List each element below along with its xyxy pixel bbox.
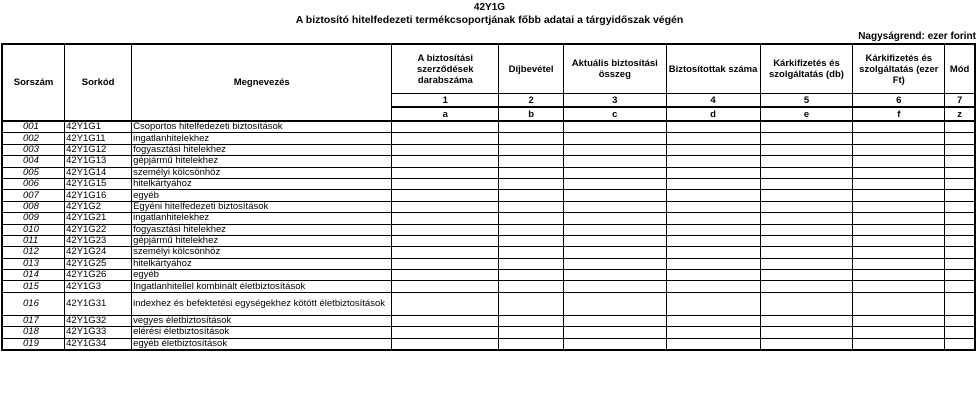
row-label: egyéb életbiztosítások xyxy=(132,338,392,350)
data-cell-2[interactable] xyxy=(499,133,564,144)
table-row xyxy=(2,247,975,258)
col-letter: f xyxy=(853,107,945,121)
data-cell-5[interactable] xyxy=(760,167,853,178)
col-letter: z xyxy=(945,107,975,121)
data-cell-6[interactable] xyxy=(853,338,945,350)
data-cell-6[interactable] xyxy=(853,281,945,292)
data-cell-4[interactable] xyxy=(666,224,760,235)
table-row xyxy=(2,121,975,133)
data-cell-7[interactable] xyxy=(945,201,975,212)
col-letter: c xyxy=(564,107,667,121)
row-label: ingatlanhitelekhez xyxy=(132,213,392,224)
data-cell-5[interactable] xyxy=(760,235,853,246)
data-cell-3[interactable] xyxy=(564,224,667,235)
row-label: fogyasztási hitelekhez xyxy=(132,144,392,155)
row-number: 004 xyxy=(2,156,65,167)
col-number: 4 xyxy=(666,94,760,108)
row-number: 018 xyxy=(2,327,65,338)
table-row xyxy=(2,144,975,155)
data-cell-4[interactable] xyxy=(666,247,760,258)
data-cell-1[interactable] xyxy=(392,156,499,167)
row-code: 42Y1G34 xyxy=(65,338,132,350)
row-code: 42Y1G3 xyxy=(65,281,132,292)
data-cell-6[interactable] xyxy=(853,167,945,178)
data-cell-2[interactable] xyxy=(499,178,564,189)
row-label: gépjármű hitelekhez xyxy=(132,156,392,167)
data-cell-6[interactable] xyxy=(853,156,945,167)
report-code: 42Y1G xyxy=(473,2,506,13)
row-code: 42Y1G23 xyxy=(65,235,132,246)
data-cell-1[interactable] xyxy=(392,270,499,281)
data-cell-4[interactable] xyxy=(666,167,760,178)
row-code: 42Y1G2 xyxy=(65,201,132,212)
row-label: indexhez és befektetési egységekhez kötött életbiztosítások xyxy=(132,292,392,315)
data-cell-7[interactable] xyxy=(945,178,975,189)
row-code: 42Y1G11 xyxy=(65,133,132,144)
row-label: elérési életbiztosítások xyxy=(132,327,392,338)
row-label: hitelkártyához xyxy=(132,178,392,189)
data-cell-4[interactable] xyxy=(666,281,760,292)
row-number: 002 xyxy=(2,133,65,144)
row-label: gépjármű hitelekhez xyxy=(132,235,392,246)
data-cell-7[interactable] xyxy=(945,156,975,167)
data-cell-4[interactable] xyxy=(666,292,760,315)
data-cell-6[interactable] xyxy=(853,144,945,155)
table-row xyxy=(2,281,975,292)
col-header-5: Kárkifizetés és szolgáltatás (db) xyxy=(760,44,853,94)
data-cell-1[interactable] xyxy=(392,121,499,133)
data-table xyxy=(1,43,976,351)
row-code: 42Y1G26 xyxy=(65,270,132,281)
row-code: 42Y1G13 xyxy=(65,156,132,167)
data-cell-4[interactable] xyxy=(666,315,760,326)
data-cell-6[interactable] xyxy=(853,292,945,315)
data-cell-7[interactable] xyxy=(945,247,975,258)
data-cell-5[interactable] xyxy=(760,144,853,155)
data-cell-7[interactable] xyxy=(945,133,975,144)
data-cell-3[interactable] xyxy=(564,247,667,258)
table-row xyxy=(2,167,975,178)
data-cell-7[interactable] xyxy=(945,213,975,224)
table-row xyxy=(2,338,975,350)
data-cell-1[interactable] xyxy=(392,201,499,212)
data-cell-3[interactable] xyxy=(564,178,667,189)
data-cell-5[interactable] xyxy=(760,133,853,144)
data-cell-2[interactable] xyxy=(499,292,564,315)
col-number: 1 xyxy=(392,94,499,108)
col-number: 6 xyxy=(853,94,945,108)
row-code: 42Y1G21 xyxy=(65,213,132,224)
data-cell-3[interactable] xyxy=(564,338,667,350)
row-label: Csoportos hitelfedezeti biztosítások xyxy=(132,121,392,133)
row-number: 008 xyxy=(2,201,65,212)
data-cell-2[interactable] xyxy=(499,121,564,133)
row-code: 42Y1G1 xyxy=(65,121,132,133)
data-cell-1[interactable] xyxy=(392,247,499,258)
table-row xyxy=(2,270,975,281)
data-cell-2[interactable] xyxy=(499,281,564,292)
table-row xyxy=(2,224,975,235)
data-cell-1[interactable] xyxy=(392,327,499,338)
col-header-megnevezes: Megnevezés xyxy=(132,44,392,121)
row-label: egyéb xyxy=(132,270,392,281)
col-letter: a xyxy=(392,107,499,121)
data-cell-6[interactable] xyxy=(853,224,945,235)
row-number: 013 xyxy=(2,258,65,269)
data-cell-7[interactable] xyxy=(945,338,975,350)
table-row xyxy=(2,235,975,246)
data-cell-2[interactable] xyxy=(499,224,564,235)
col-number: 7 xyxy=(945,94,975,108)
row-code: 42Y1G32 xyxy=(65,315,132,326)
data-cell-1[interactable] xyxy=(392,235,499,246)
table-row xyxy=(2,201,975,212)
data-cell-5[interactable] xyxy=(760,213,853,224)
row-label: vegyes életbiztosítások xyxy=(132,315,392,326)
data-cell-6[interactable] xyxy=(853,201,945,212)
data-cell-6[interactable] xyxy=(853,270,945,281)
row-number: 015 xyxy=(2,281,65,292)
data-cell-3[interactable] xyxy=(564,156,667,167)
row-label: hitelkártyához xyxy=(132,258,392,269)
data-cell-2[interactable] xyxy=(499,144,564,155)
data-cell-6[interactable] xyxy=(853,133,945,144)
data-cell-4[interactable] xyxy=(666,121,760,133)
data-cell-6[interactable] xyxy=(853,258,945,269)
data-cell-6[interactable] xyxy=(853,327,945,338)
data-cell-7[interactable] xyxy=(945,315,975,326)
col-number: 3 xyxy=(564,94,667,108)
col-header-4: Biztosítottak száma xyxy=(666,44,760,94)
table-row xyxy=(2,315,975,326)
row-code: 42Y1G22 xyxy=(65,224,132,235)
data-cell-4[interactable] xyxy=(666,201,760,212)
data-cell-7[interactable] xyxy=(945,144,975,155)
data-cell-2[interactable] xyxy=(499,190,564,201)
data-cell-3[interactable] xyxy=(564,144,667,155)
data-cell-3[interactable] xyxy=(564,270,667,281)
data-cell-5[interactable] xyxy=(760,338,853,350)
table-row xyxy=(2,178,975,189)
data-cell-3[interactable] xyxy=(564,327,667,338)
row-number: 003 xyxy=(2,144,65,155)
data-cell-4[interactable] xyxy=(666,156,760,167)
table-row xyxy=(2,327,975,338)
data-cell-2[interactable] xyxy=(499,167,564,178)
data-cell-3[interactable] xyxy=(564,201,667,212)
col-header-1: A biztosítási szerződések darabszáma xyxy=(392,44,499,94)
col-header-3: Aktuális biztosítási összeg xyxy=(564,44,667,94)
data-cell-4[interactable] xyxy=(666,270,760,281)
table-row xyxy=(2,190,975,201)
data-cell-7[interactable] xyxy=(945,292,975,315)
data-cell-6[interactable] xyxy=(853,121,945,133)
col-header-sorszam: Sorszám xyxy=(2,44,65,121)
data-cell-3[interactable] xyxy=(564,190,667,201)
data-cell-7[interactable] xyxy=(945,270,975,281)
report-title: A biztosító hitelfedezeti termékcsoportjának főbb adatai a tárgyidőszak végén xyxy=(295,14,684,26)
data-cell-4[interactable] xyxy=(666,190,760,201)
data-cell-4[interactable] xyxy=(666,338,760,350)
data-cell-6[interactable] xyxy=(853,315,945,326)
table-row xyxy=(2,292,975,315)
data-cell-5[interactable] xyxy=(760,178,853,189)
row-code: 42Y1G16 xyxy=(65,190,132,201)
row-code: 42Y1G25 xyxy=(65,258,132,269)
data-cell-1[interactable] xyxy=(392,258,499,269)
col-letter: b xyxy=(499,107,564,121)
row-code: 42Y1G24 xyxy=(65,247,132,258)
row-label: Ingatlanhitellel kombinált életbiztosítások xyxy=(132,281,392,292)
data-cell-6[interactable] xyxy=(853,190,945,201)
data-cell-5[interactable] xyxy=(760,292,853,315)
row-code: 42Y1G12 xyxy=(65,144,132,155)
row-label: személyi kölcsönhöz xyxy=(132,247,392,258)
row-number: 006 xyxy=(2,178,65,189)
data-cell-4[interactable] xyxy=(666,178,760,189)
data-cell-1[interactable] xyxy=(392,292,499,315)
row-label: ingatlanhitelekhez xyxy=(132,133,392,144)
table-row xyxy=(2,213,975,224)
col-header-sorkod: Sorkód xyxy=(65,44,132,121)
row-number: 016 xyxy=(2,292,65,315)
data-cell-7[interactable] xyxy=(945,235,975,246)
data-cell-7[interactable] xyxy=(945,167,975,178)
data-cell-3[interactable] xyxy=(564,121,667,133)
data-cell-7[interactable] xyxy=(945,258,975,269)
row-number: 011 xyxy=(2,235,65,246)
data-cell-1[interactable] xyxy=(392,178,499,189)
data-cell-4[interactable] xyxy=(666,133,760,144)
row-code: 42Y1G15 xyxy=(65,178,132,189)
data-cell-4[interactable] xyxy=(666,327,760,338)
row-number: 010 xyxy=(2,224,65,235)
data-cell-6[interactable] xyxy=(853,247,945,258)
data-cell-5[interactable] xyxy=(760,156,853,167)
header-row xyxy=(2,44,975,94)
data-cell-3[interactable] xyxy=(564,133,667,144)
data-cell-1[interactable] xyxy=(392,224,499,235)
row-code: 42Y1G31 xyxy=(65,292,132,315)
col-number: 5 xyxy=(760,94,853,108)
unit-label: Nagyságrend: ezer forint xyxy=(858,31,976,42)
col-header-7: Mód xyxy=(945,44,975,94)
row-label: fogyasztási hitelekhez xyxy=(132,224,392,235)
row-number: 014 xyxy=(2,270,65,281)
data-cell-5[interactable] xyxy=(760,270,853,281)
row-number: 007 xyxy=(2,190,65,201)
data-cell-1[interactable] xyxy=(392,144,499,155)
row-code: 42Y1G14 xyxy=(65,167,132,178)
data-cell-1[interactable] xyxy=(392,281,499,292)
data-cell-5[interactable] xyxy=(760,327,853,338)
col-header-6: Kárkifizetés és szolgáltatás (ezer Ft) xyxy=(853,44,945,94)
data-cell-4[interactable] xyxy=(666,258,760,269)
data-cell-6[interactable] xyxy=(853,235,945,246)
data-cell-5[interactable] xyxy=(760,224,853,235)
data-cell-5[interactable] xyxy=(760,201,853,212)
data-cell-6[interactable] xyxy=(853,178,945,189)
data-cell-2[interactable] xyxy=(499,315,564,326)
data-cell-5[interactable] xyxy=(760,121,853,133)
row-number: 017 xyxy=(2,315,65,326)
row-number: 001 xyxy=(2,121,65,133)
data-cell-1[interactable] xyxy=(392,213,499,224)
data-cell-1[interactable] xyxy=(392,315,499,326)
table-row xyxy=(2,258,975,269)
data-cell-1[interactable] xyxy=(392,338,499,350)
data-cell-3[interactable] xyxy=(564,235,667,246)
data-cell-5[interactable] xyxy=(760,315,853,326)
data-cell-7[interactable] xyxy=(945,327,975,338)
data-cell-2[interactable] xyxy=(499,327,564,338)
data-cell-1[interactable] xyxy=(392,133,499,144)
col-letter: d xyxy=(666,107,760,121)
data-cell-5[interactable] xyxy=(760,247,853,258)
col-letter: e xyxy=(760,107,853,121)
data-cell-2[interactable] xyxy=(499,258,564,269)
row-label: személyi kölcsönhöz xyxy=(132,167,392,178)
data-cell-2[interactable] xyxy=(499,156,564,167)
row-code: 42Y1G33 xyxy=(65,327,132,338)
data-cell-3[interactable] xyxy=(564,315,667,326)
data-cell-2[interactable] xyxy=(499,213,564,224)
row-number: 019 xyxy=(2,338,65,350)
row-label: egyéb xyxy=(132,190,392,201)
data-cell-4[interactable] xyxy=(666,144,760,155)
col-number: 2 xyxy=(499,94,564,108)
data-cell-1[interactable] xyxy=(392,190,499,201)
data-cell-2[interactable] xyxy=(499,270,564,281)
data-cell-4[interactable] xyxy=(666,213,760,224)
col-header-2: Díjbevétel xyxy=(499,44,564,94)
data-cell-3[interactable] xyxy=(564,213,667,224)
data-cell-3[interactable] xyxy=(564,167,667,178)
data-cell-4[interactable] xyxy=(666,235,760,246)
data-cell-3[interactable] xyxy=(564,281,667,292)
data-cell-2[interactable] xyxy=(499,338,564,350)
row-number: 005 xyxy=(2,167,65,178)
data-cell-5[interactable] xyxy=(760,190,853,201)
table-body xyxy=(2,121,975,350)
data-cell-2[interactable] xyxy=(499,235,564,246)
data-cell-6[interactable] xyxy=(853,213,945,224)
data-cell-7[interactable] xyxy=(945,121,975,133)
data-cell-7[interactable] xyxy=(945,224,975,235)
data-cell-5[interactable] xyxy=(760,281,853,292)
data-cell-7[interactable] xyxy=(945,281,975,292)
data-cell-1[interactable] xyxy=(392,167,499,178)
table-row xyxy=(2,133,975,144)
row-number: 009 xyxy=(2,213,65,224)
data-cell-2[interactable] xyxy=(499,201,564,212)
table-row xyxy=(2,156,975,167)
data-cell-5[interactable] xyxy=(760,258,853,269)
row-number: 012 xyxy=(2,247,65,258)
data-cell-2[interactable] xyxy=(499,247,564,258)
data-cell-3[interactable] xyxy=(564,258,667,269)
row-label: Egyéni hitelfedezeti biztosítások xyxy=(132,201,392,212)
data-cell-3[interactable] xyxy=(564,292,667,315)
data-cell-7[interactable] xyxy=(945,190,975,201)
